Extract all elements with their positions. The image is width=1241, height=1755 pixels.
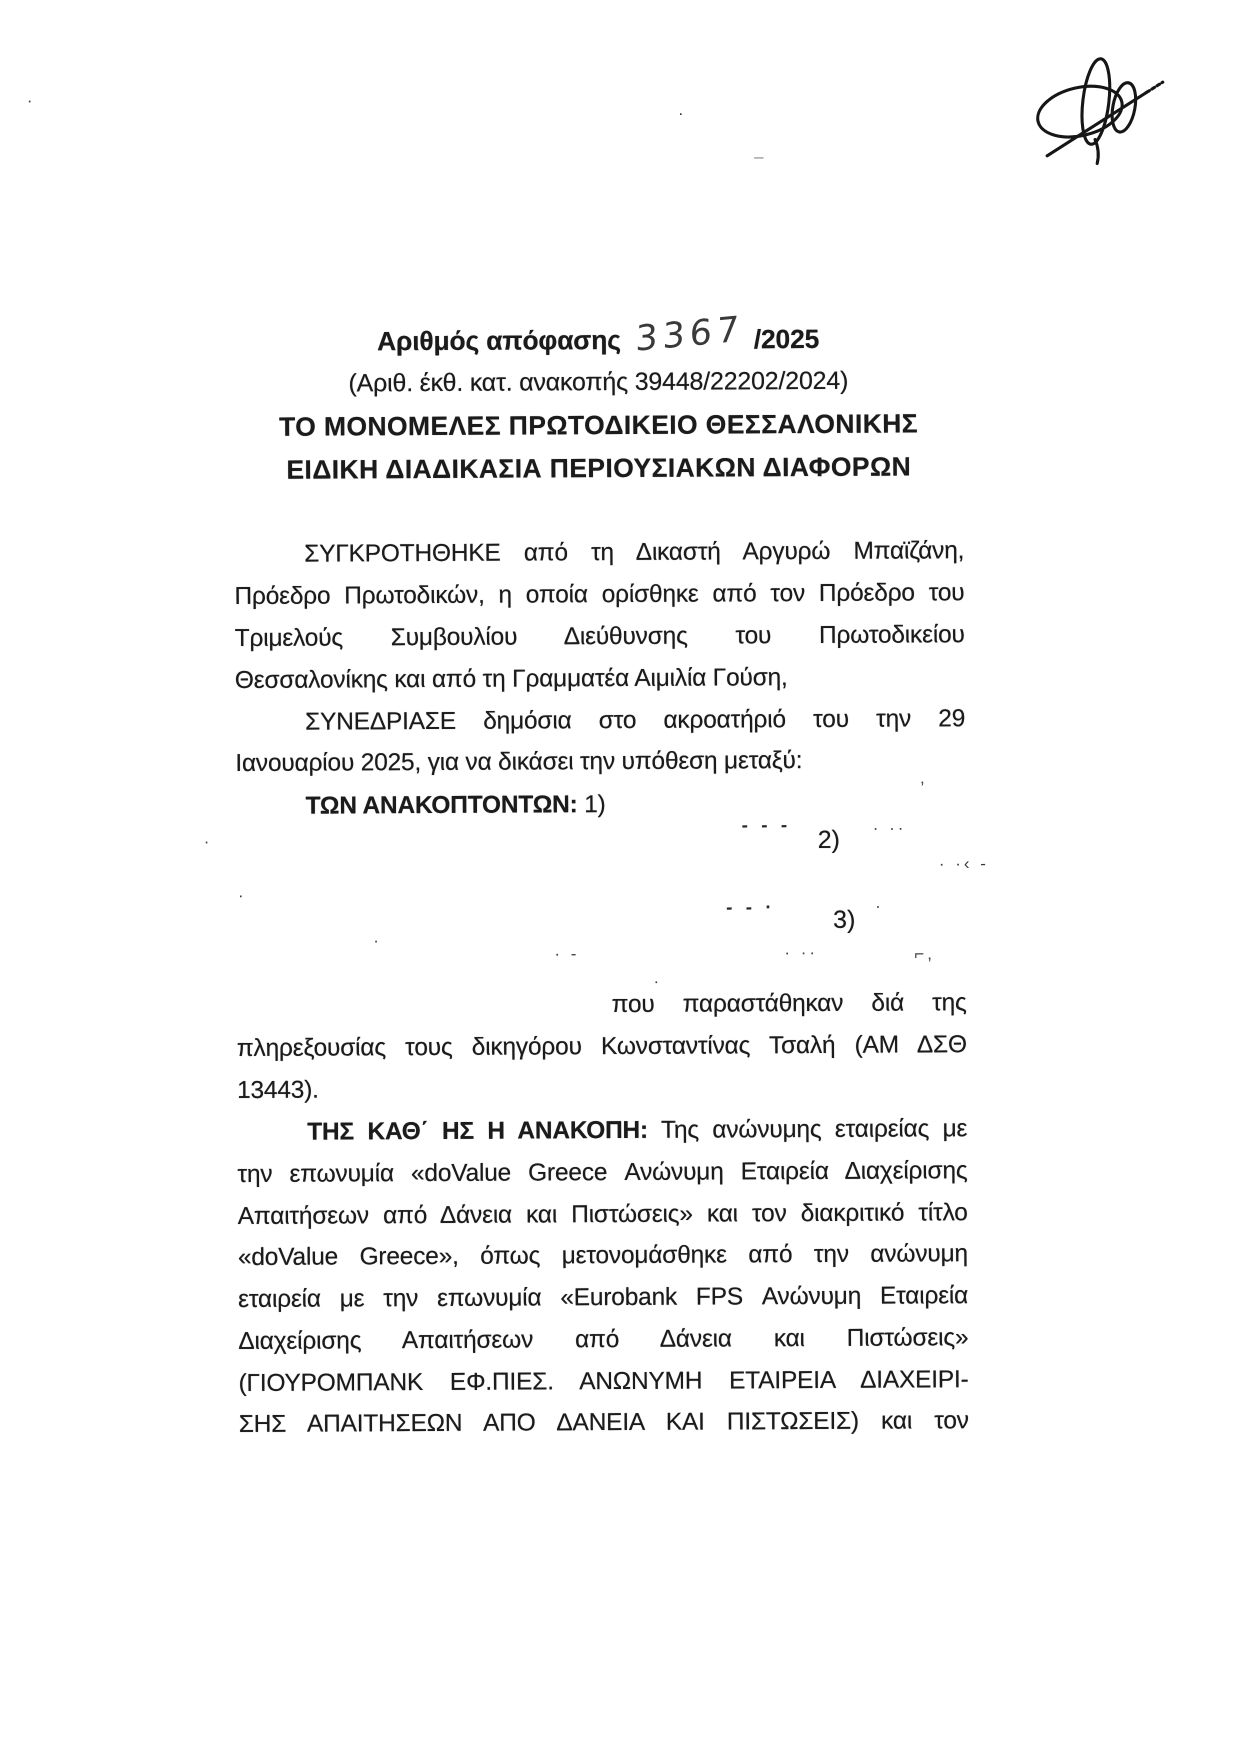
scan-speck: · ·· bbox=[784, 942, 819, 963]
scan-speck: · bbox=[203, 832, 213, 852]
respondent-line-8: ΣΗΣ ΑΠΑΙΤΗΣΕΩΝ ΑΠΟ ΔΑΝΕΙΑ ΚΑΙ ΠΙΣΤΩΣΕΙΣ) και τον bbox=[238, 1407, 969, 1439]
scan-speck: · bbox=[26, 91, 36, 111]
scan-speck: · ·‹ - bbox=[938, 854, 989, 874]
scan-speck: – bbox=[754, 147, 767, 167]
scan-speck: ⌐, bbox=[914, 944, 936, 964]
scan-speck: · bbox=[237, 885, 247, 906]
scan-speck: · ·· bbox=[872, 818, 907, 838]
handwritten-decision-number: 3367 bbox=[634, 309, 745, 360]
hearing-line-1 bbox=[235, 704, 965, 738]
decision-label: Αριθμός απόφασης bbox=[376, 324, 621, 357]
scan-speck: · - bbox=[554, 944, 580, 964]
scan-speck: · bbox=[677, 103, 687, 123]
respondent-label: ΤΗΣ ΚΑΘ΄ ΗΣ Η ΑΝΑΚΟΠΗ: bbox=[307, 1116, 649, 1146]
filing-reference-line: (Αριθ. έκθ. κατ. ανακοπής 39448/22202/2024) bbox=[348, 366, 849, 398]
composition-line-1: ΣΥΓΚΡΟΤΗΘΗΚΕ από τη Δικαστή Αργυρώ Μπαϊζάνη, bbox=[304, 537, 965, 568]
redaction-dash-marks: - - · bbox=[726, 897, 776, 919]
representation-line-2: πληρεξουσίας τους δικηγόρου Κωνσταντίνας Τσαλή (ΑΜ ΔΣΘ bbox=[236, 1031, 967, 1063]
opponent-3-marker: 3) bbox=[833, 905, 856, 934]
opponent-1-marker: 1) bbox=[584, 791, 606, 819]
scan-speck: · bbox=[373, 931, 382, 951]
representation-line-1: που παραστάθηκαν διά της bbox=[611, 989, 967, 1019]
decision-number-line bbox=[233, 309, 963, 360]
composition-line-2: Πρόεδρο Πρωτοδικών, η οποία ορίσθηκε από τον Πρόεδρο του bbox=[234, 579, 965, 611]
procedure-line: ΕΙΔΙΚΗ ΔΙΑΔΙΚΑΣΙΑ ΠΕΡΙΟΥΣΙΑΚΩΝ ΔΙΑΦΟΡΩΝ bbox=[286, 451, 912, 485]
composition-line-4: Θεσσαλονίκης και από τη Γραμματέα Αιμιλία Γούση, bbox=[234, 664, 788, 695]
hearing-line-2: Ιανουαρίου 2025, για να δικάσει την υπόθεση μεταξύ: bbox=[235, 747, 803, 778]
respondent-line-4: «doValue Greece», όπως μετονομάσθηκε από την ανώνυμη bbox=[237, 1240, 968, 1272]
scan-speck: · bbox=[875, 896, 884, 916]
respondent-line-3: Απαιτήσεων από Δάνεια και Πιστώσεις» και τον διακριτικό τίτλο bbox=[237, 1199, 968, 1231]
court-name-line: ΤΟ ΜΟΝΟΜΕΛΕΣ ΠΡΩΤΟΔΙΚΕΙΟ ΘΕΣΣΑΛΟΝΙΚΗΣ bbox=[278, 408, 919, 442]
respondent-line-2: την επωνυμία «doValue Greece Ανώνυμη Εταιρεία Διαχείρισης bbox=[237, 1157, 968, 1189]
respondent-line-1 bbox=[237, 1114, 967, 1148]
respondent-line-5: εταιρεία με την επωνυμία «Eurobank FPS Ανώνυμη Εταιρεία bbox=[238, 1282, 969, 1314]
respondent-line-6: Διαχείρισης Απαιτήσεων από Δάνεια και Πιστώσεις» bbox=[238, 1324, 969, 1356]
scan-speck: ’ bbox=[920, 778, 928, 798]
decision-year-suffix: /2025 bbox=[753, 323, 820, 355]
opponent-2-marker: 2) bbox=[817, 825, 841, 854]
handwritten-signature-scribble bbox=[1035, 47, 1168, 168]
respondent-line-1-rest: Της ανώνυμης εταιρείας με bbox=[647, 1115, 968, 1144]
respondent-line-7: (ΓΙΟΥΡΟΜΠΑΝΚ ΕΦ.ΠΙΕΣ. ΑΝΩΝΥΜΗ ΕΤΑΙΡΕΙΑ ΔΙΑΧΕΙΡΙ- bbox=[238, 1366, 969, 1398]
redaction-dash-marks: - - - bbox=[741, 815, 792, 837]
composition-line-3: Τριμελούς Συμβουλίου Διεύθυνσης του Πρωτοδικείου bbox=[234, 621, 965, 653]
hearing-rest: δημόσια στο ακροατήριό του την 29 bbox=[455, 705, 966, 735]
hearing-lead: ΣΥΝΕΔΡΙΑΣΕ bbox=[305, 707, 457, 736]
opponents-line bbox=[235, 788, 965, 822]
scan-speck: · bbox=[653, 971, 663, 991]
representation-line-3: 13443). bbox=[236, 1076, 319, 1105]
opponents-label: ΤΩΝ ΑΝΑΚΟΠΤΟΝΤΩΝ: bbox=[305, 791, 578, 820]
